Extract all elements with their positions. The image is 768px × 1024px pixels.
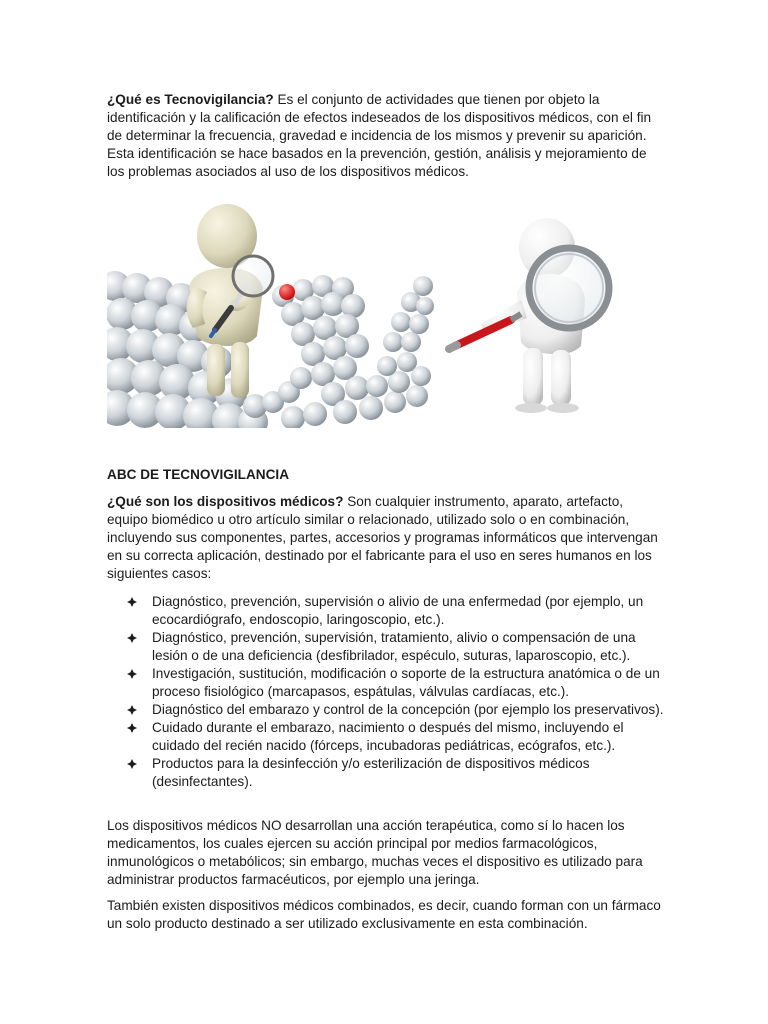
section-heading: ABC DE TECNOVIGILANCIA [107, 467, 290, 482]
diamond-bullet-icon [127, 705, 137, 715]
list-item: Investigación, sustitución, modificación o soporte de la estructura anatómica o de un proceso fisiológico (marcapasos, espátulas, válvulas cardíacas, etc.). [127, 665, 667, 701]
intro-lead: ¿Qué es Tecnovigilancia? [107, 92, 274, 107]
illustration-figures [107, 196, 667, 428]
list-item: Diagnóstico del embarazo y control de la concepción (por ejemplo los preservativos). [127, 701, 667, 719]
devices-lead: ¿Qué son los dispositivos médicos? [107, 494, 344, 509]
molecule-chain [107, 271, 434, 428]
diamond-bullet-icon [127, 597, 137, 607]
white-figure-with-magnifier [449, 218, 609, 413]
paragraph-combined-devices: También existen dispositivos médicos combinados, es decir, cuando forman con un fármaco un solo producto destinado a ser utilizado exclusivamente en esta combinación. [107, 898, 661, 931]
list-item: Diagnóstico, prevención, supervisión o alivio de una enfermedad (por ejemplo, un ecocardiógrafo, endoscopio, laringoscopio, etc.). [127, 593, 667, 629]
right-illustration [449, 218, 609, 413]
diamond-bullet-icon [127, 633, 137, 643]
diamond-bullet-icon [127, 723, 137, 733]
diamond-bullet-icon [127, 759, 137, 769]
diamond-bullet-icon [127, 669, 137, 679]
intro-paragraph [107, 91, 667, 181]
list-item: Cuidado durante el embarazo, nacimiento o después del mismo, incluyendo el cuidado del recién nacido (fórceps, incubadoras pediátricas, ecógrafos, etc.). [127, 719, 667, 755]
devices-text: Son cualquier instrumento, aparato, artefacto, equipo biomédico u otro artículo similar o relacionado, utilizado solo o en combinación, incluyendo sus componentes, partes, accesorios y programas informáticos que intervengan en su correcta aplicación, destinado por el fabricante para el uso en seres humanos en los siguientes casos: [107, 494, 658, 581]
cases-list [127, 593, 667, 791]
devices-paragraph [107, 493, 667, 583]
paragraph-no-therapeutic-action: Los dispositivos médicos NO desarrollan una acción terapéutica, como sí lo hacen los medicamentos, los cuales ejercen su acción principal por medios farmacológicos, inmunológicos o metabólicos; sin embargo, muchas veces el dispositivo es utilizado para administrar productos farmacéuticos, por ejemplo una jeringa. [107, 818, 643, 887]
list-item: Productos para la desinfección y/o esterilización de dispositivos médicos (desinfectantes). [127, 755, 667, 791]
intro-text: Es el conjunto de actividades que tienen por objeto la identificación y la calificación de efectos indeseados de los dispositivos médicos, con el fin de determinar la frecuencia, gravedad e incidencia de los mismos y prevenir su aparición. Esta identificación se hace basados en la prevención, gestión, análisis y mejoramiento de los problemas asociados al uso de los dispositivos médicos. [107, 92, 652, 179]
list-item: Diagnóstico, prevención, supervisión, tratamiento, alivio o compensación de una lesión o de una deficiencia (desfibrilador, espéculo, suturas, laparoscopio, etc.). [127, 629, 667, 665]
left-illustration [107, 204, 434, 428]
